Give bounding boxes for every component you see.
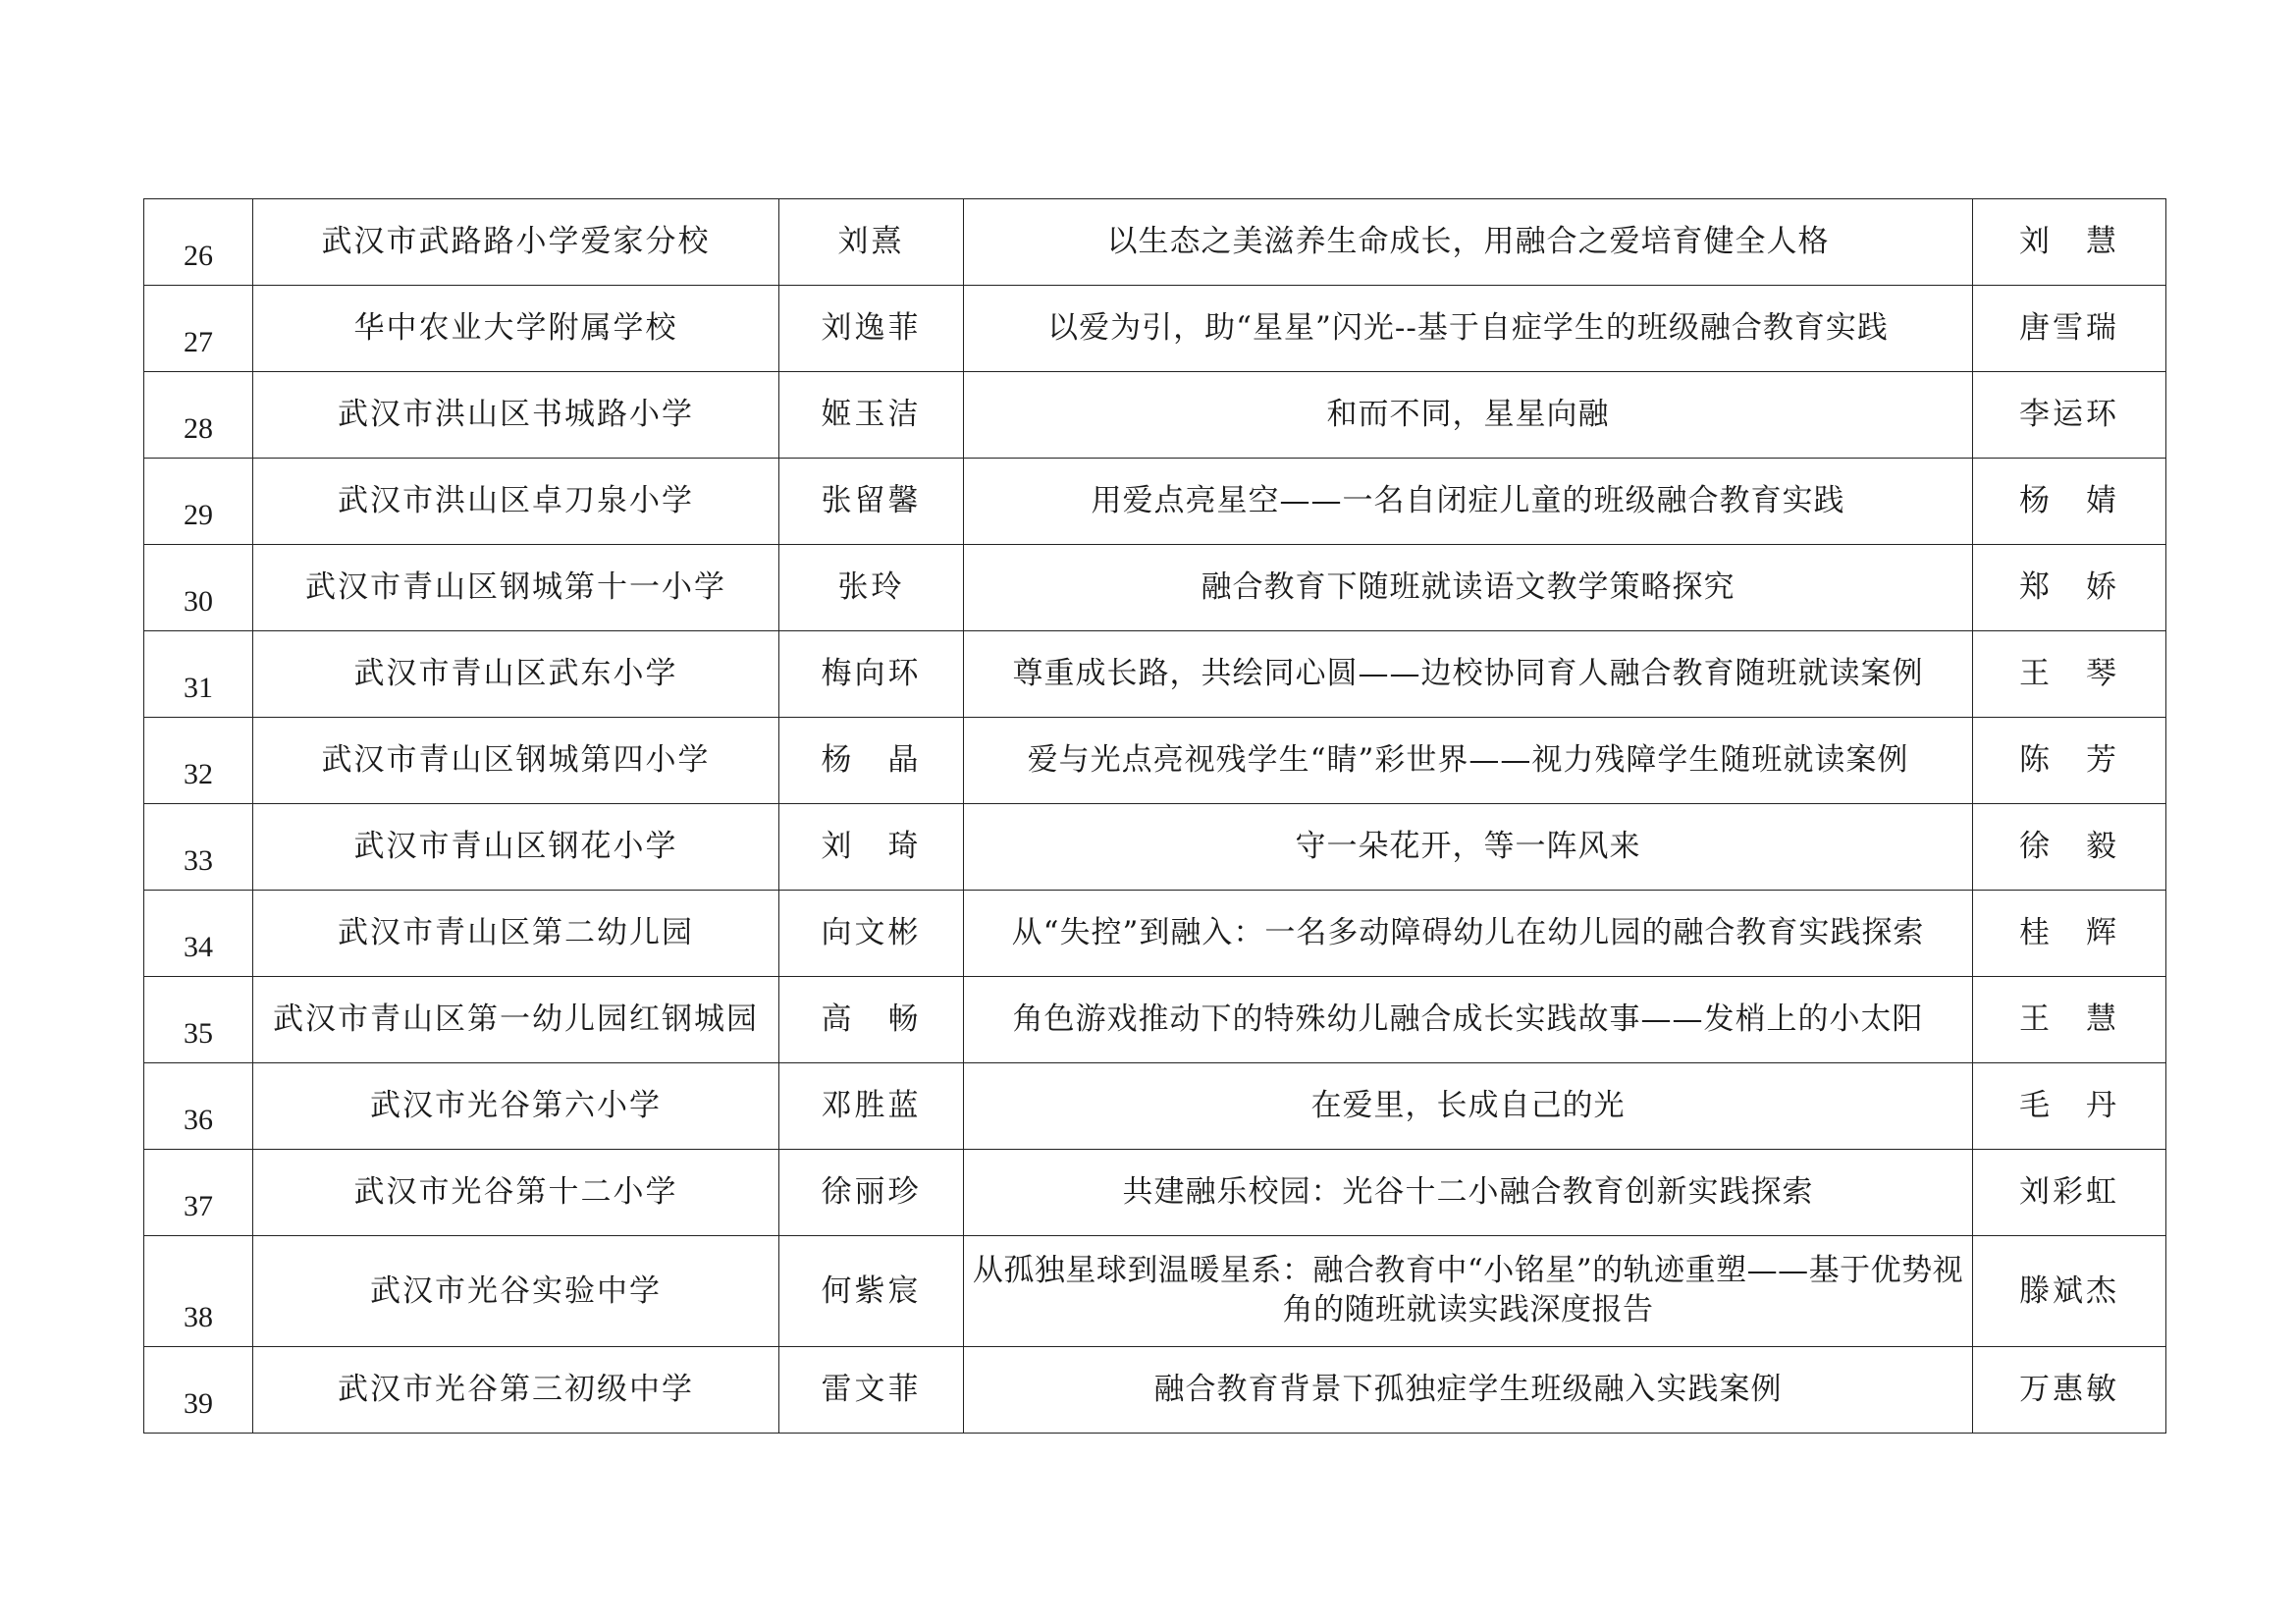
row-number: 30 [144,545,253,631]
author-cell: 刘 琦 [779,804,964,891]
table-row [144,977,2166,1063]
author-cell: 刘熹 [779,199,964,286]
row-number: 38 [144,1236,253,1347]
table-row [144,545,2166,631]
author-cell: 张留馨 [779,459,964,545]
title-cell: 从孤独星球到温暖星系：融合教育中“小铭星”的轨迹重塑——基于优势视角的随班就读实践深度报告 [964,1236,1973,1347]
tutor-cell: 桂 辉 [1973,891,2166,977]
row-number: 32 [144,718,253,804]
school-cell: 武汉市光谷第三初级中学 [253,1347,779,1434]
row-number: 39 [144,1347,253,1434]
tutor-cell: 王 琴 [1973,631,2166,718]
title-cell: 融合教育下随班就读语文教学策略探究 [964,545,1973,631]
title-cell: 角色游戏推动下的特殊幼儿融合成长实践故事——发梢上的小太阳 [964,977,1973,1063]
title-cell: 融合教育背景下孤独症学生班级融入实践案例 [964,1347,1973,1434]
school-cell: 武汉市青山区第二幼儿园 [253,891,779,977]
author-cell: 雷文菲 [779,1347,964,1434]
tutor-cell: 李运环 [1973,372,2166,459]
title-cell: 共建融乐校园：光谷十二小融合教育创新实践探索 [964,1150,1973,1236]
tutor-cell: 陈 芳 [1973,718,2166,804]
tutor-cell: 滕斌杰 [1973,1236,2166,1347]
title-cell: 以爱为引，助“星星”闪光--基于自症学生的班级融合教育实践 [964,286,1973,372]
school-cell: 武汉市光谷实验中学 [253,1236,779,1347]
title-cell: 爱与光点亮视残学生“睛”彩世界——视力残障学生随班就读案例 [964,718,1973,804]
row-number: 28 [144,372,253,459]
title-cell: 守一朵花开，等一阵风来 [964,804,1973,891]
title-cell: 在爱里，长成自己的光 [964,1063,1973,1150]
school-cell: 武汉市青山区第一幼儿园红钢城园 [253,977,779,1063]
title-cell: 用爱点亮星空——一名自闭症儿童的班级融合教育实践 [964,459,1973,545]
table-row [144,631,2166,718]
row-number: 31 [144,631,253,718]
school-cell: 武汉市青山区钢城第十一小学 [253,545,779,631]
title-cell: 尊重成长路，共绘同心圆——边校协同育人融合教育随班就读案例 [964,631,1973,718]
school-cell: 华中农业大学附属学校 [253,286,779,372]
school-cell: 武汉市洪山区卓刀泉小学 [253,459,779,545]
row-number: 27 [144,286,253,372]
table-row [144,1150,2166,1236]
row-number: 35 [144,977,253,1063]
title-cell: 以生态之美滋养生命成长，用融合之爱培育健全人格 [964,199,1973,286]
author-cell: 杨 晶 [779,718,964,804]
author-cell: 姬玉洁 [779,372,964,459]
tutor-cell: 徐 毅 [1973,804,2166,891]
author-cell: 向文彬 [779,891,964,977]
table-row [144,372,2166,459]
title-cell: 和而不同，星星向融 [964,372,1973,459]
tutor-cell: 郑 娇 [1973,545,2166,631]
school-cell: 武汉市青山区武东小学 [253,631,779,718]
title-cell: 从“失控”到融入：一名多动障碍幼儿在幼儿园的融合教育实践探索 [964,891,1973,977]
author-cell: 何紫宸 [779,1236,964,1347]
row-number: 26 [144,199,253,286]
tutor-cell: 王 慧 [1973,977,2166,1063]
school-cell: 武汉市光谷第十二小学 [253,1150,779,1236]
author-cell: 高 畅 [779,977,964,1063]
table-row [144,1236,2166,1347]
table-row [144,1347,2166,1434]
row-number: 33 [144,804,253,891]
school-cell: 武汉市武路路小学爱家分校 [253,199,779,286]
tutor-cell: 刘 慧 [1973,199,2166,286]
table-row [144,718,2166,804]
tutor-cell: 刘彩虹 [1973,1150,2166,1236]
row-number: 29 [144,459,253,545]
school-cell: 武汉市洪山区书城路小学 [253,372,779,459]
tutor-cell: 毛 丹 [1973,1063,2166,1150]
school-cell: 武汉市光谷第六小学 [253,1063,779,1150]
award-table [143,198,2166,1434]
table-row [144,459,2166,545]
table-row [144,1063,2166,1150]
row-number: 34 [144,891,253,977]
tutor-cell: 杨 婧 [1973,459,2166,545]
author-cell: 徐丽珍 [779,1150,964,1236]
table-row [144,199,2166,286]
table-row [144,804,2166,891]
row-number: 36 [144,1063,253,1150]
author-cell: 邓胜蓝 [779,1063,964,1150]
author-cell: 梅向环 [779,631,964,718]
author-cell: 刘逸菲 [779,286,964,372]
school-cell: 武汉市青山区钢城第四小学 [253,718,779,804]
table-row [144,891,2166,977]
row-number: 37 [144,1150,253,1236]
school-cell: 武汉市青山区钢花小学 [253,804,779,891]
tutor-cell: 万惠敏 [1973,1347,2166,1434]
table-row [144,286,2166,372]
author-cell: 张玲 [779,545,964,631]
tutor-cell: 唐雪瑞 [1973,286,2166,372]
